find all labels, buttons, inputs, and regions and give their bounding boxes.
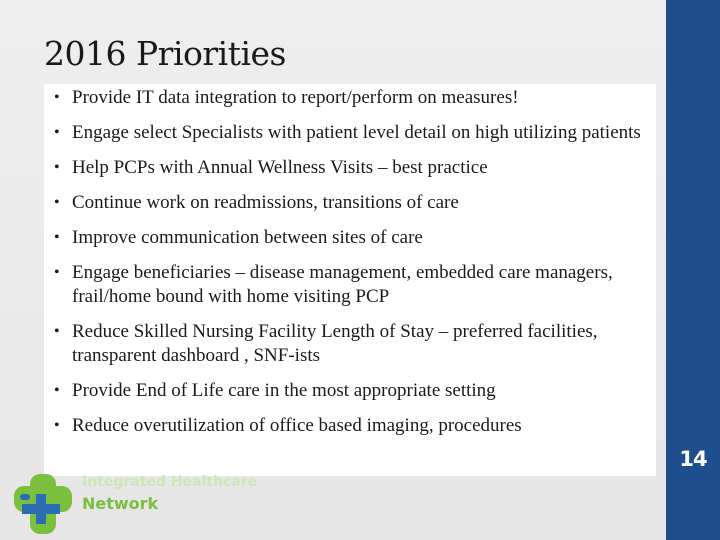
- bullet-item: [52, 121, 648, 145]
- bullet-dot-icon: •: [54, 124, 60, 141]
- bullet-item: [52, 156, 648, 180]
- bullet-text: Engage beneficiaries – disease management, embedded care managers, frail/home bound with home visiting PCP: [72, 262, 613, 307]
- bullet-text: Help PCPs with Annual Wellness Visits – best practice: [72, 157, 488, 178]
- bullet-text: Provide End of Life care in the most appropriate setting: [72, 380, 496, 401]
- bullet-text: Provide IT data integration to report/perform on measures!: [72, 87, 519, 108]
- bullet-text: Reduce overutilization of office based imaging, procedures: [72, 415, 522, 436]
- slide-title: 2016 Priorities: [44, 34, 286, 73]
- bullet-item: [52, 86, 648, 110]
- bullet-item: [52, 320, 648, 368]
- page-number: 14: [679, 447, 707, 471]
- bullet-text: Improve communication between sites of care: [72, 227, 423, 248]
- bullet-item: [52, 414, 648, 438]
- bullet-text: Engage select Specialists with patient level detail on high utilizing patients: [72, 122, 641, 143]
- bullet-text: Reduce Skilled Nursing Facility Length of Stay – preferred facilities, transparent dashboard , SNF-ists: [72, 321, 598, 366]
- bullet-dot-icon: •: [54, 382, 60, 399]
- bullet-dot-icon: •: [54, 194, 60, 211]
- bullet-text: Continue work on readmissions, transitions of care: [72, 192, 459, 213]
- bullet-item: [52, 191, 648, 215]
- bullet-item: [52, 261, 648, 309]
- bullet-dot-icon: •: [54, 417, 60, 434]
- bullet-item: [52, 226, 648, 250]
- bullet-dot-icon: •: [54, 323, 60, 340]
- bullet-dot-icon: •: [54, 159, 60, 176]
- bullet-dot-icon: •: [54, 229, 60, 246]
- bullet-dot-icon: •: [54, 264, 60, 281]
- bullet-dot-icon: •: [54, 89, 60, 106]
- logo-text-line1: Integrated Healthcare: [82, 474, 258, 490]
- logo-text-line2: Network: [82, 494, 159, 513]
- bullet-list: [52, 86, 648, 449]
- bullet-item: [52, 379, 648, 403]
